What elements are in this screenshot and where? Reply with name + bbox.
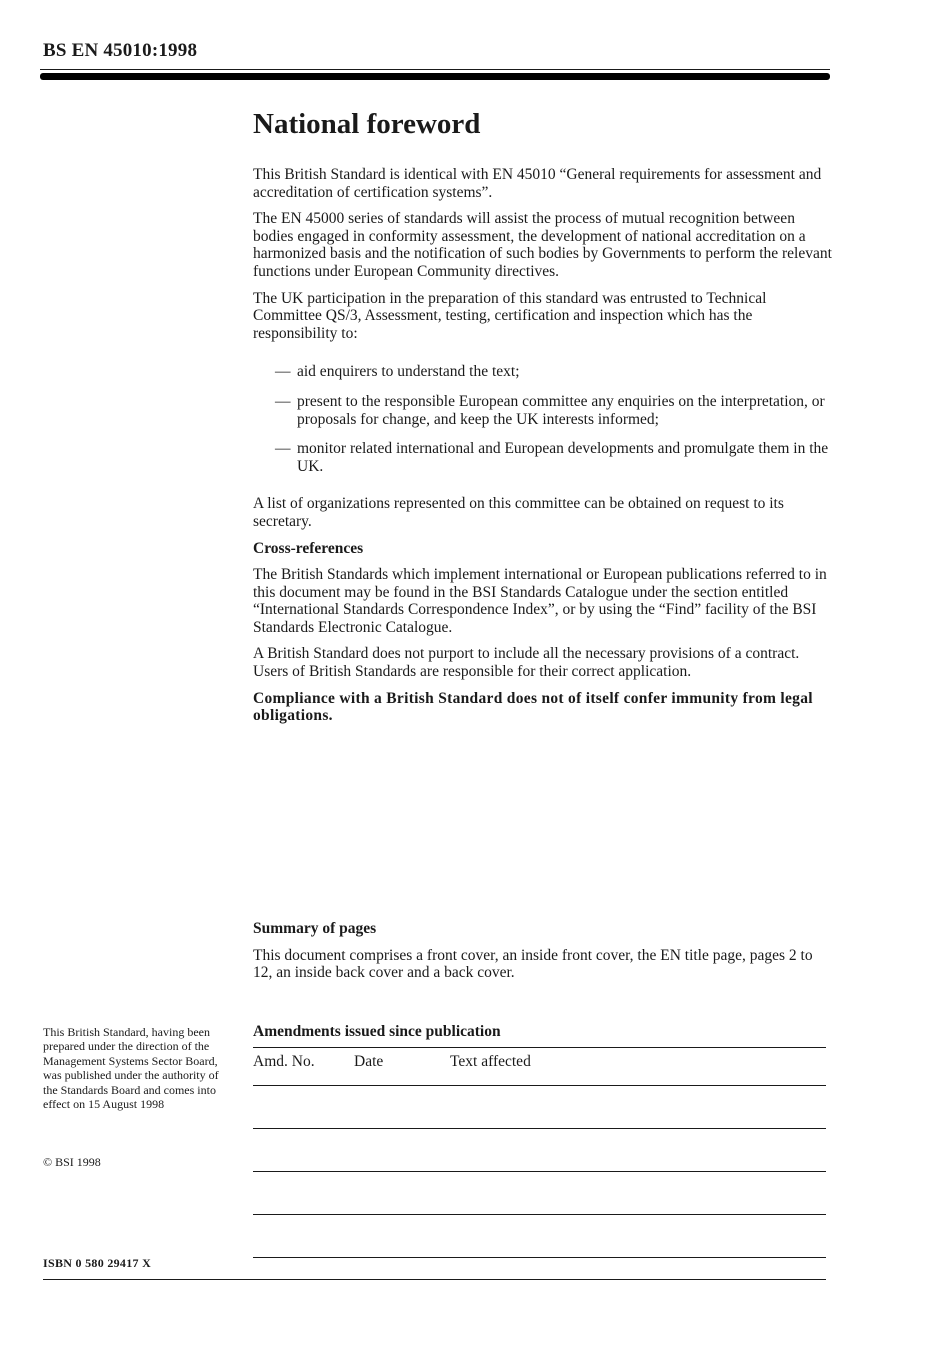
compliance-note: Compliance with a British Standard does not of itself confer immunity from legal obligations.	[253, 689, 813, 725]
list-item	[275, 363, 833, 381]
foreword-paragraph-2: The EN 45000 series of standards will assist the process of mutual recognition between bodies engaged in conformity assessment, the development of national accreditation on a harmonized basis and the notification of such bodies by Governments to perform the relevant functions under European Community directives.	[253, 210, 832, 280]
list-item-text: aid enquirers to understand the text;	[297, 363, 520, 381]
dash-marker: —	[275, 440, 291, 458]
document-id: BS EN 45010:1998	[43, 40, 198, 61]
table-row	[253, 1129, 826, 1172]
list-item	[275, 393, 833, 428]
header-thin-rule	[40, 69, 830, 70]
foreword-paragraph-3: The UK participation in the preparation of this standard was entrusted to Technical Committee QS/3, Assessment, testing, certification and inspection which has the responsibility to:	[253, 289, 767, 342]
cross-references-paragraph-2: A British Standard does not purport to include all the necessary provisions of a contract. Users of British Standards are responsible for their correct application.	[253, 645, 800, 681]
cross-references-heading: Cross-references	[253, 539, 364, 557]
dash-marker: —	[275, 363, 291, 381]
foreword-section	[253, 106, 833, 734]
summary-text: This document comprises a front cover, an inside front cover, the EN title page, pages 2 to 12, an inside back cover and a back cover.	[253, 946, 813, 982]
isbn: ISBN 0 580 29417 X	[43, 1256, 152, 1270]
amendments-heading: Amendments issued since publication	[253, 1022, 826, 1048]
footer-rule	[43, 1279, 826, 1280]
list-item-text: monitor related international and European developments and promulgate them in the UK.	[297, 440, 829, 475]
table-row	[253, 1172, 826, 1215]
table-row	[253, 1086, 826, 1129]
copyright-notice: © BSI 1998	[43, 1155, 101, 1169]
dash-marker: —	[275, 392, 291, 410]
column-date: Date	[354, 1053, 384, 1070]
foreword-paragraph-1: This British Standard is identical with EN 45010 “General requirements for assessment and accreditation of certification systems”.	[253, 166, 822, 201]
summary-of-pages	[253, 920, 833, 982]
list-item	[275, 440, 833, 475]
amendments-table	[253, 1022, 826, 1258]
responsibility-list	[253, 363, 833, 475]
summary-heading: Summary of pages	[253, 920, 377, 937]
committee-note: A list of organizations represented on this committee can be obtained on request to its secretary.	[253, 495, 784, 530]
column-amd-no: Amd. No.	[253, 1053, 315, 1070]
header-thick-rule	[40, 73, 830, 80]
table-row	[253, 1215, 826, 1258]
amendments-header-row	[253, 1048, 826, 1086]
publication-note: This British Standard, having been prepared under the direction of the Management Systems Sector Board, was published under the authority of the Standards Board and comes into effect on 15 August 1998	[43, 1025, 219, 1112]
cross-references-paragraph-1: The British Standards which implement international or European publications referred to in this document may be found in the BSI Standards Catalogue under the section entitled “International Standards Correspondence Index”, or by using the “Find” facility of the BSI Standards Electronic Catalogue.	[253, 566, 827, 636]
page-title: National foreword	[253, 108, 481, 140]
list-item-text: present to the responsible European committee any enquiries on the interpretation, or proposals for change, and keep the UK interests informed;	[297, 392, 825, 428]
column-text-affected: Text affected	[450, 1053, 531, 1070]
